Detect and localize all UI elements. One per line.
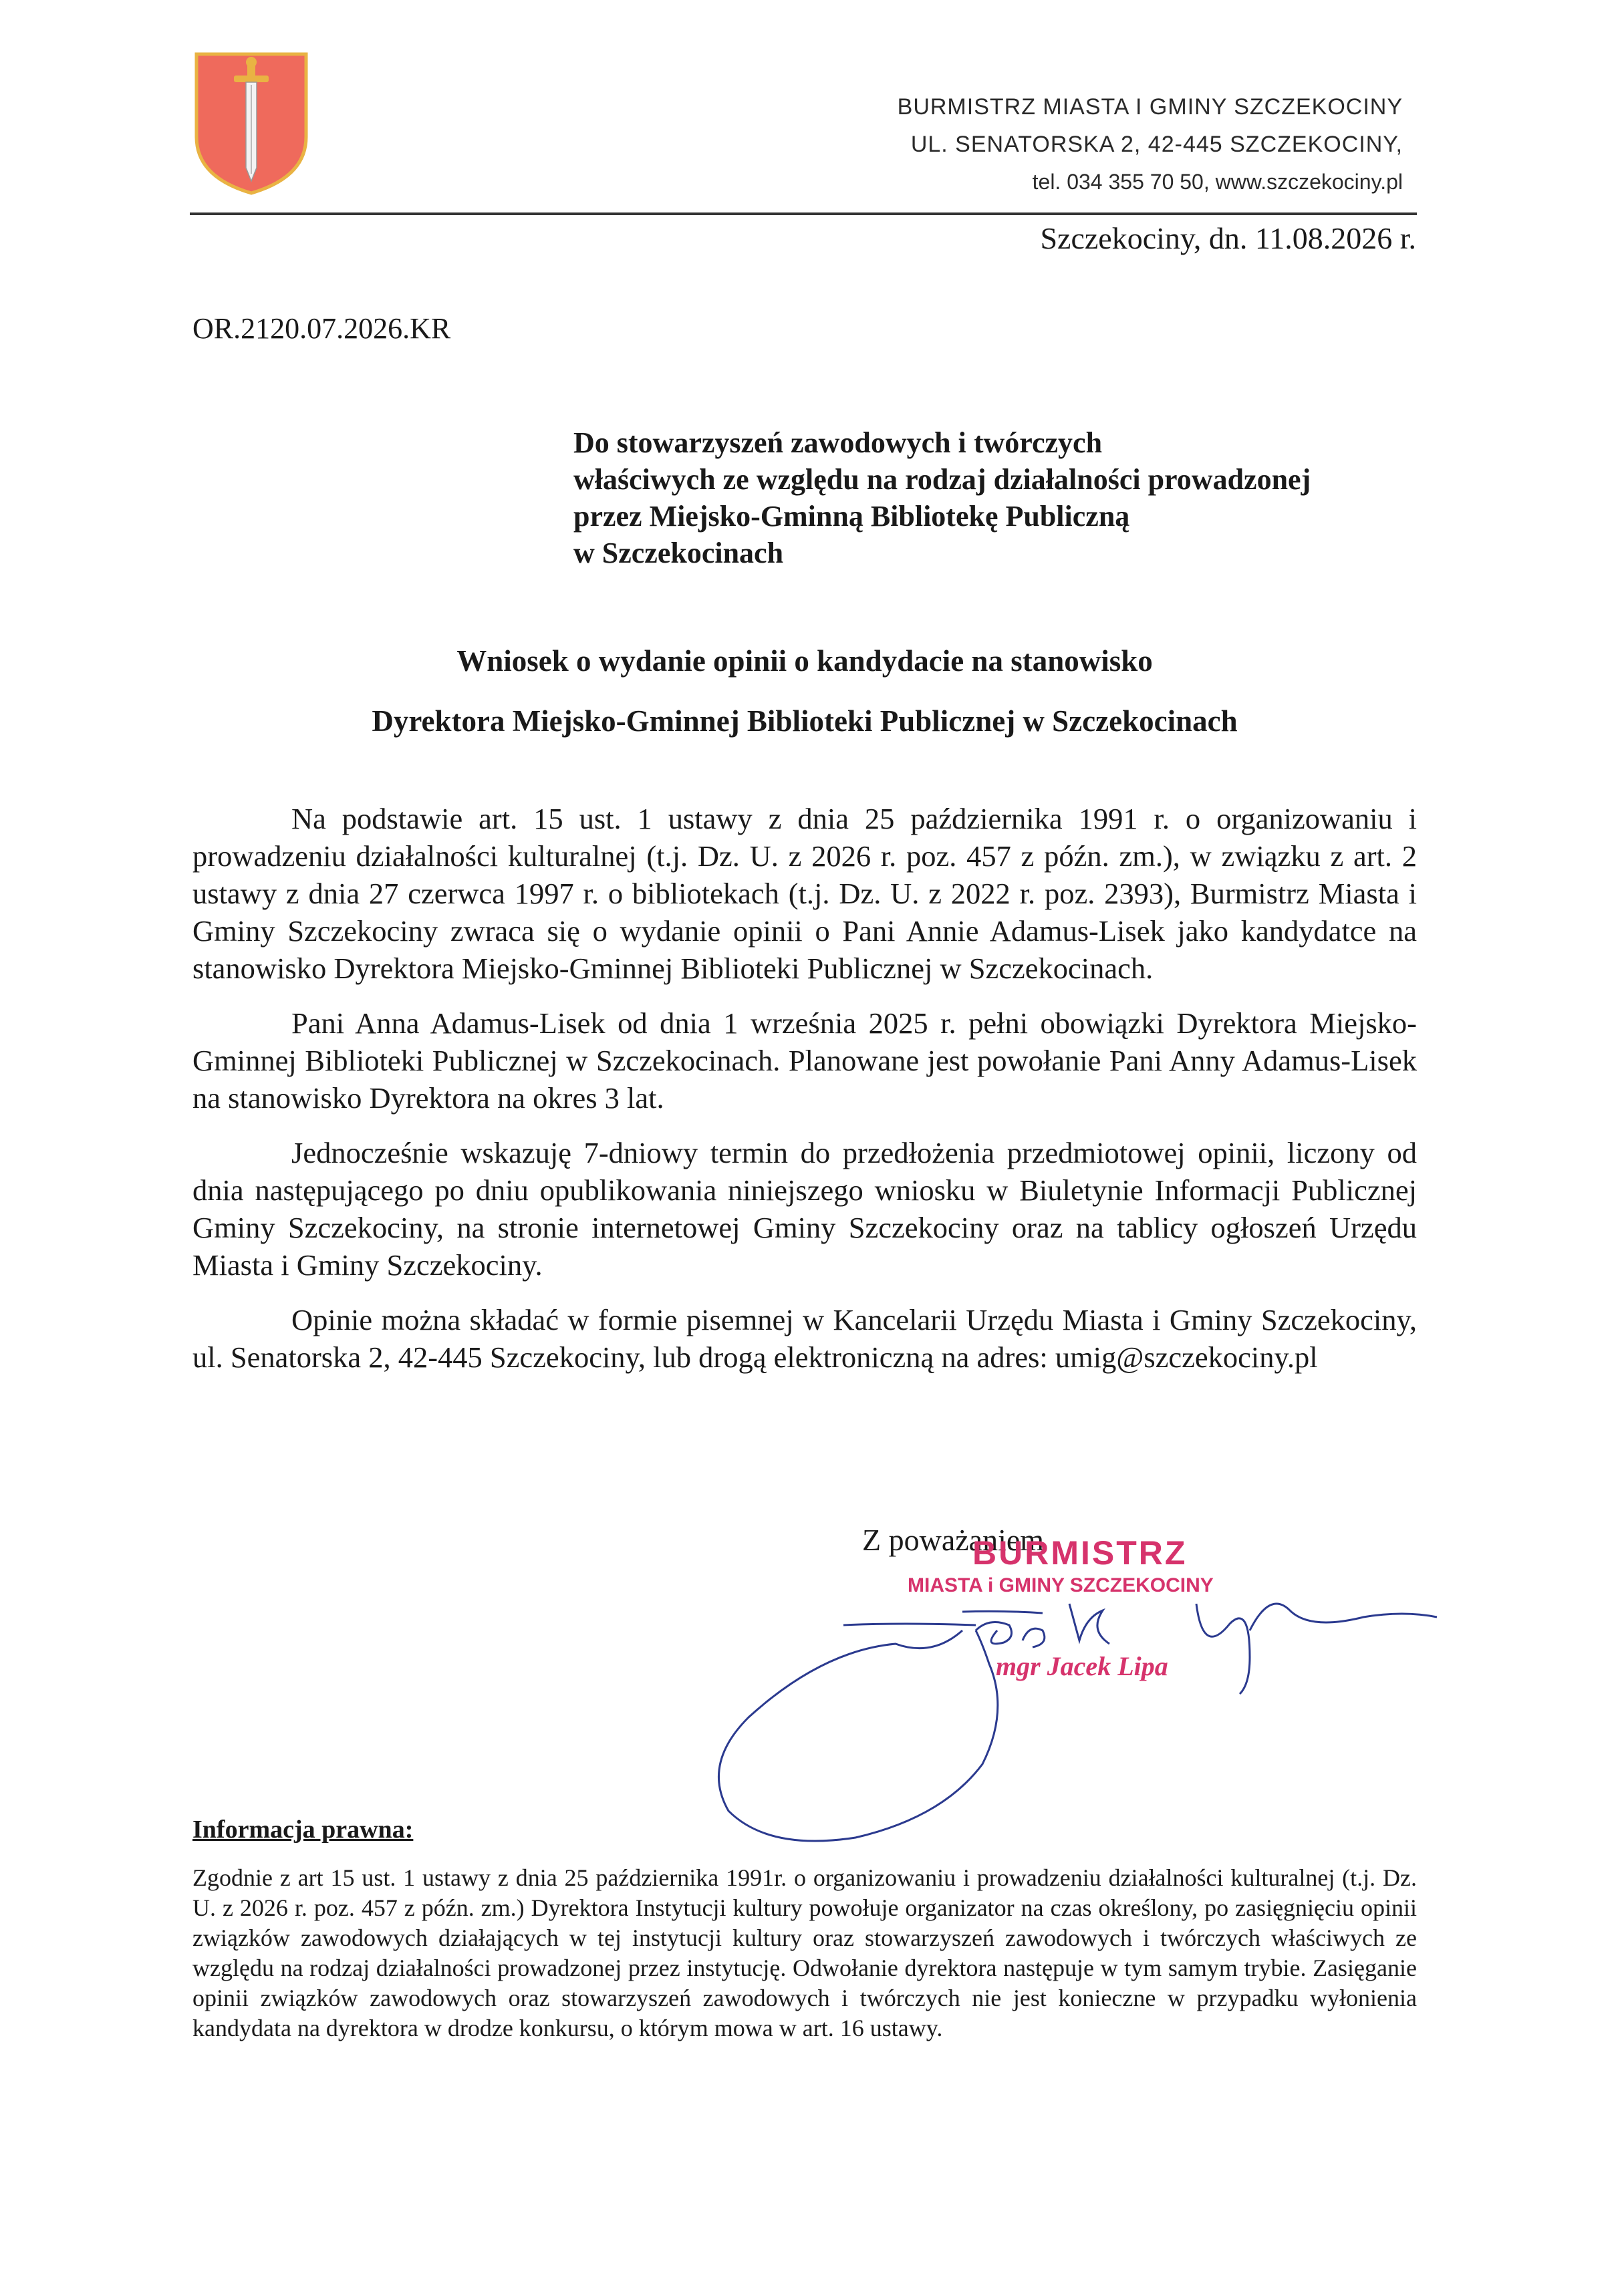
stamp-title: BURMISTRZ xyxy=(972,1534,1188,1572)
legal-info-text: Zgodnie z art 15 ust. 1 ustawy z dnia 25 października 1991r. o organizowaniu i prowadzeniu działalności kulturalnej (t.j. Dz. U. z 2026 r. poz. 457 z późn. zm.) Dyrektora Instytucji kultury powołuje organizator na czas określony, po zasięgnięciu opinii związków zawodowych działających w tej instytucji kultury oraz stowarzyszeń zawodowych i twórczych właściwych ze względu na rodzaj działalności prowadzonej przez instytucję. Odwołanie dyrektora następuje w tym samym trybie. Zasięganie opinii związków zawodowych oraz stowarzyszeń zawodowych i twórczych nie jest konieczne w przypadku wyłonienia kandydata na dyrektora w drodze konkursu, o którym mowa w art. 16 ustawy. xyxy=(192,1864,1417,2041)
addressee-line: Do stowarzyszeń zawodowych i twórczych xyxy=(573,426,1103,459)
addressee-line: w Szczekocinach xyxy=(573,537,784,569)
case-number: OR.2120.07.2026.KR xyxy=(192,312,451,345)
title-line-1: Wniosek o wydanie opinii o kandydacie na stanowisko xyxy=(456,644,1153,678)
handwritten-signature xyxy=(695,1564,1450,1858)
letter-body xyxy=(192,800,1417,1393)
stamp-subtitle: MIASTA i GMINY SZCZEKOCINY xyxy=(908,1574,1214,1596)
date-line: Szczekociny, dn. 11.08.2026 r. xyxy=(1040,221,1416,255)
addressee-line: przez Miejsko-Gminną Bibliotekę Publiczną xyxy=(573,500,1130,533)
issuer-name: BURMISTRZ MIASTA I GMINY SZCZEKOCINY xyxy=(897,94,1403,120)
addressee-line: właściwych ze względu na rodzaj działalności prowadzonej xyxy=(573,463,1311,496)
document-title xyxy=(192,640,1417,742)
body-paragraph: Jednocześnie wskazuję 7-dniowy termin do przedłożenia przedmiotowej opinii, liczony od dnia następującego po dniu opublikowania niniejszego wniosku w Biuletynie Informacji Publicznej Gminy Szczekociny, na stronie internetowej Gminy Szczekociny oraz na tablicy ogłoszeń Urzędu Miasta i Gminy Szczekociny. xyxy=(192,1136,1417,1282)
legal-info-heading: Informacja prawna: xyxy=(192,1816,414,1844)
coat-of-arms-icon xyxy=(192,50,310,196)
stamp-name: mgr Jacek Lipa xyxy=(996,1651,1168,1681)
body-paragraph: Na podstawie art. 15 ust. 1 ustawy z dnia 25 października 1991 r. o organizowaniu i prowadzeniu działalności kulturalnej (t.j. Dz. U. z 2026 r. poz. 457 z późn. zm.), w związku z art. 2 ustawy z dnia 27 czerwca 1997 r. o bibliotekach (t.j. Dz. U. z 2022 r. poz. 2393), Burmistrz Miasta i Gminy Szczekociny zwraca się o wydanie opinii o Pani Annie Adamus-Lisek jako kandydatce na stanowisko Dyrektora Miejsko-Gminnej Biblioteki Publicznej w Szczekocinach. xyxy=(192,802,1417,985)
body-paragraph: Pani Anna Adamus-Lisek od dnia 1 września 2025 r. pełni obowiązki Dyrektora Miejsko-Gminnej Biblioteki Publicznej w Szczekocinach. Planowane jest powołanie Pani Anny Adamus-Lisek na stanowisko Dyrektora na okres 3 lat. xyxy=(192,1006,1417,1115)
issuer-contact: tel. 034 355 70 50, www.szczekociny.pl xyxy=(1032,170,1403,194)
title-line-2: Dyrektora Miejsko-Gminnej Biblioteki Publicznej w Szczekocinach xyxy=(372,704,1238,738)
body-paragraph: Opinie można składać w formie pisemnej w Kancelarii Urzędu Miasta i Gminy Szczekociny, ul. Senatorska 2, 42-445 Szczekociny, lub drogą elektroniczną na adres: umig@szczekociny.pl xyxy=(192,1303,1417,1374)
closing-phrase: Z poważaniem xyxy=(862,1523,1045,1557)
issuer-letterhead xyxy=(898,88,1403,200)
addressee-block xyxy=(573,424,1416,571)
issuer-address: UL. SENATORSKA 2, 42-445 SZCZEKOCINY, xyxy=(910,132,1403,157)
